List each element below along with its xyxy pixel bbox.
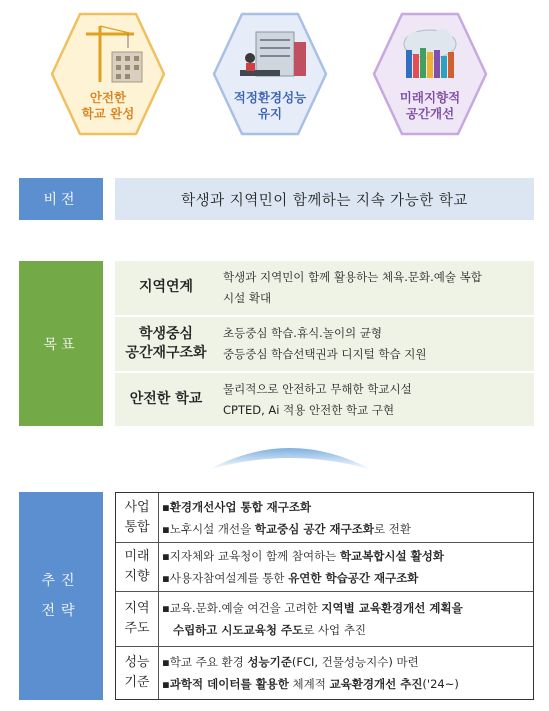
hex-label: 안전한 학교 완성 [81,90,135,121]
strategy-item: ▪학교 주요 환경 성능기준(FCI, 건물성능지수) 마련 [162,655,419,669]
goal-line: 시설 확대 [223,290,272,305]
goal-line: CPTED, Ai 적용 안전한 학교 구현 [223,402,395,417]
goal-row [115,373,534,426]
goals-tag: 목표 [19,261,103,426]
strategy-item: ▪지자체와 교육청이 함께 참여하는 학교복합시설 활성화 [162,549,444,563]
strategy-description [159,543,533,591]
strategy-row [116,493,533,542]
goal-line: 중등중심 학습선택권과 디지털 학습 지원 [223,347,427,361]
strategy-title: 지역 주도 [116,592,159,646]
strategy-row [116,542,533,591]
strategy-item: ▪사용자참여설계를 통한 유연한 학습공간 재구조화 [162,571,419,585]
strategy-item: ▪교육.문화.예술 여건을 고려한 지역별 교육환경개선 계획을 [162,601,463,615]
goal-description [217,373,534,426]
up-arrow-icon [200,426,380,474]
vision-tag: 비전 [19,178,103,220]
goals-box [115,261,534,426]
hex-icon-environment [212,12,328,136]
goal-line: 물리적으로 안전하고 무해한 학교시설 [223,381,412,396]
goal-description [217,261,534,314]
strategy-item: 수립하고 시도교육청 주도로 사업 추진 [172,623,367,637]
strategy-title: 성능 기준 [116,647,159,699]
strategy-table [115,492,534,700]
strategy-description [159,592,533,646]
goal-title: 학생중심 공간재구조화 [125,326,207,361]
strategy-title: 미래 지향 [116,543,159,591]
hex-label: 적정환경성능 유지 [233,90,307,121]
hex-label: 미래지향적 공간개선 [399,90,461,121]
strategy-title: 사업 통합 [116,493,159,542]
strategy-row [116,646,533,699]
goal-title: 안전한 학교 [129,391,203,407]
strategy-tag: 추진 전략 [19,492,103,700]
strategy-description [159,493,533,542]
goal-line: 초등중심 학습.휴식.놀이의 균형 [223,326,383,340]
strategy-item: ▪노후시설 개선을 학교중심 공간 재구조화로 전환 [162,521,411,536]
goal-title: 지역연계 [138,279,194,295]
goal-line: 학생과 지역민이 함께 활용하는 체육.문화.예술 복합 [223,269,482,284]
goal-row [115,317,534,371]
strategy-item: ▪환경개선사업 통합 재구조화 [162,499,312,514]
strategy-item: ▪과학적 데이터를 활용한 체계적 교육환경개선 추진('24~) [162,677,459,691]
vision-statement: 학생과 지역민이 함께하는 지속 가능한 학교 [115,178,534,220]
strategy-row [116,591,533,646]
goal-description [217,317,534,371]
strategy-description [159,647,533,699]
hex-icon-safe-school [50,12,166,136]
goal-row [115,261,534,314]
hex-icon-future-space [372,12,488,136]
